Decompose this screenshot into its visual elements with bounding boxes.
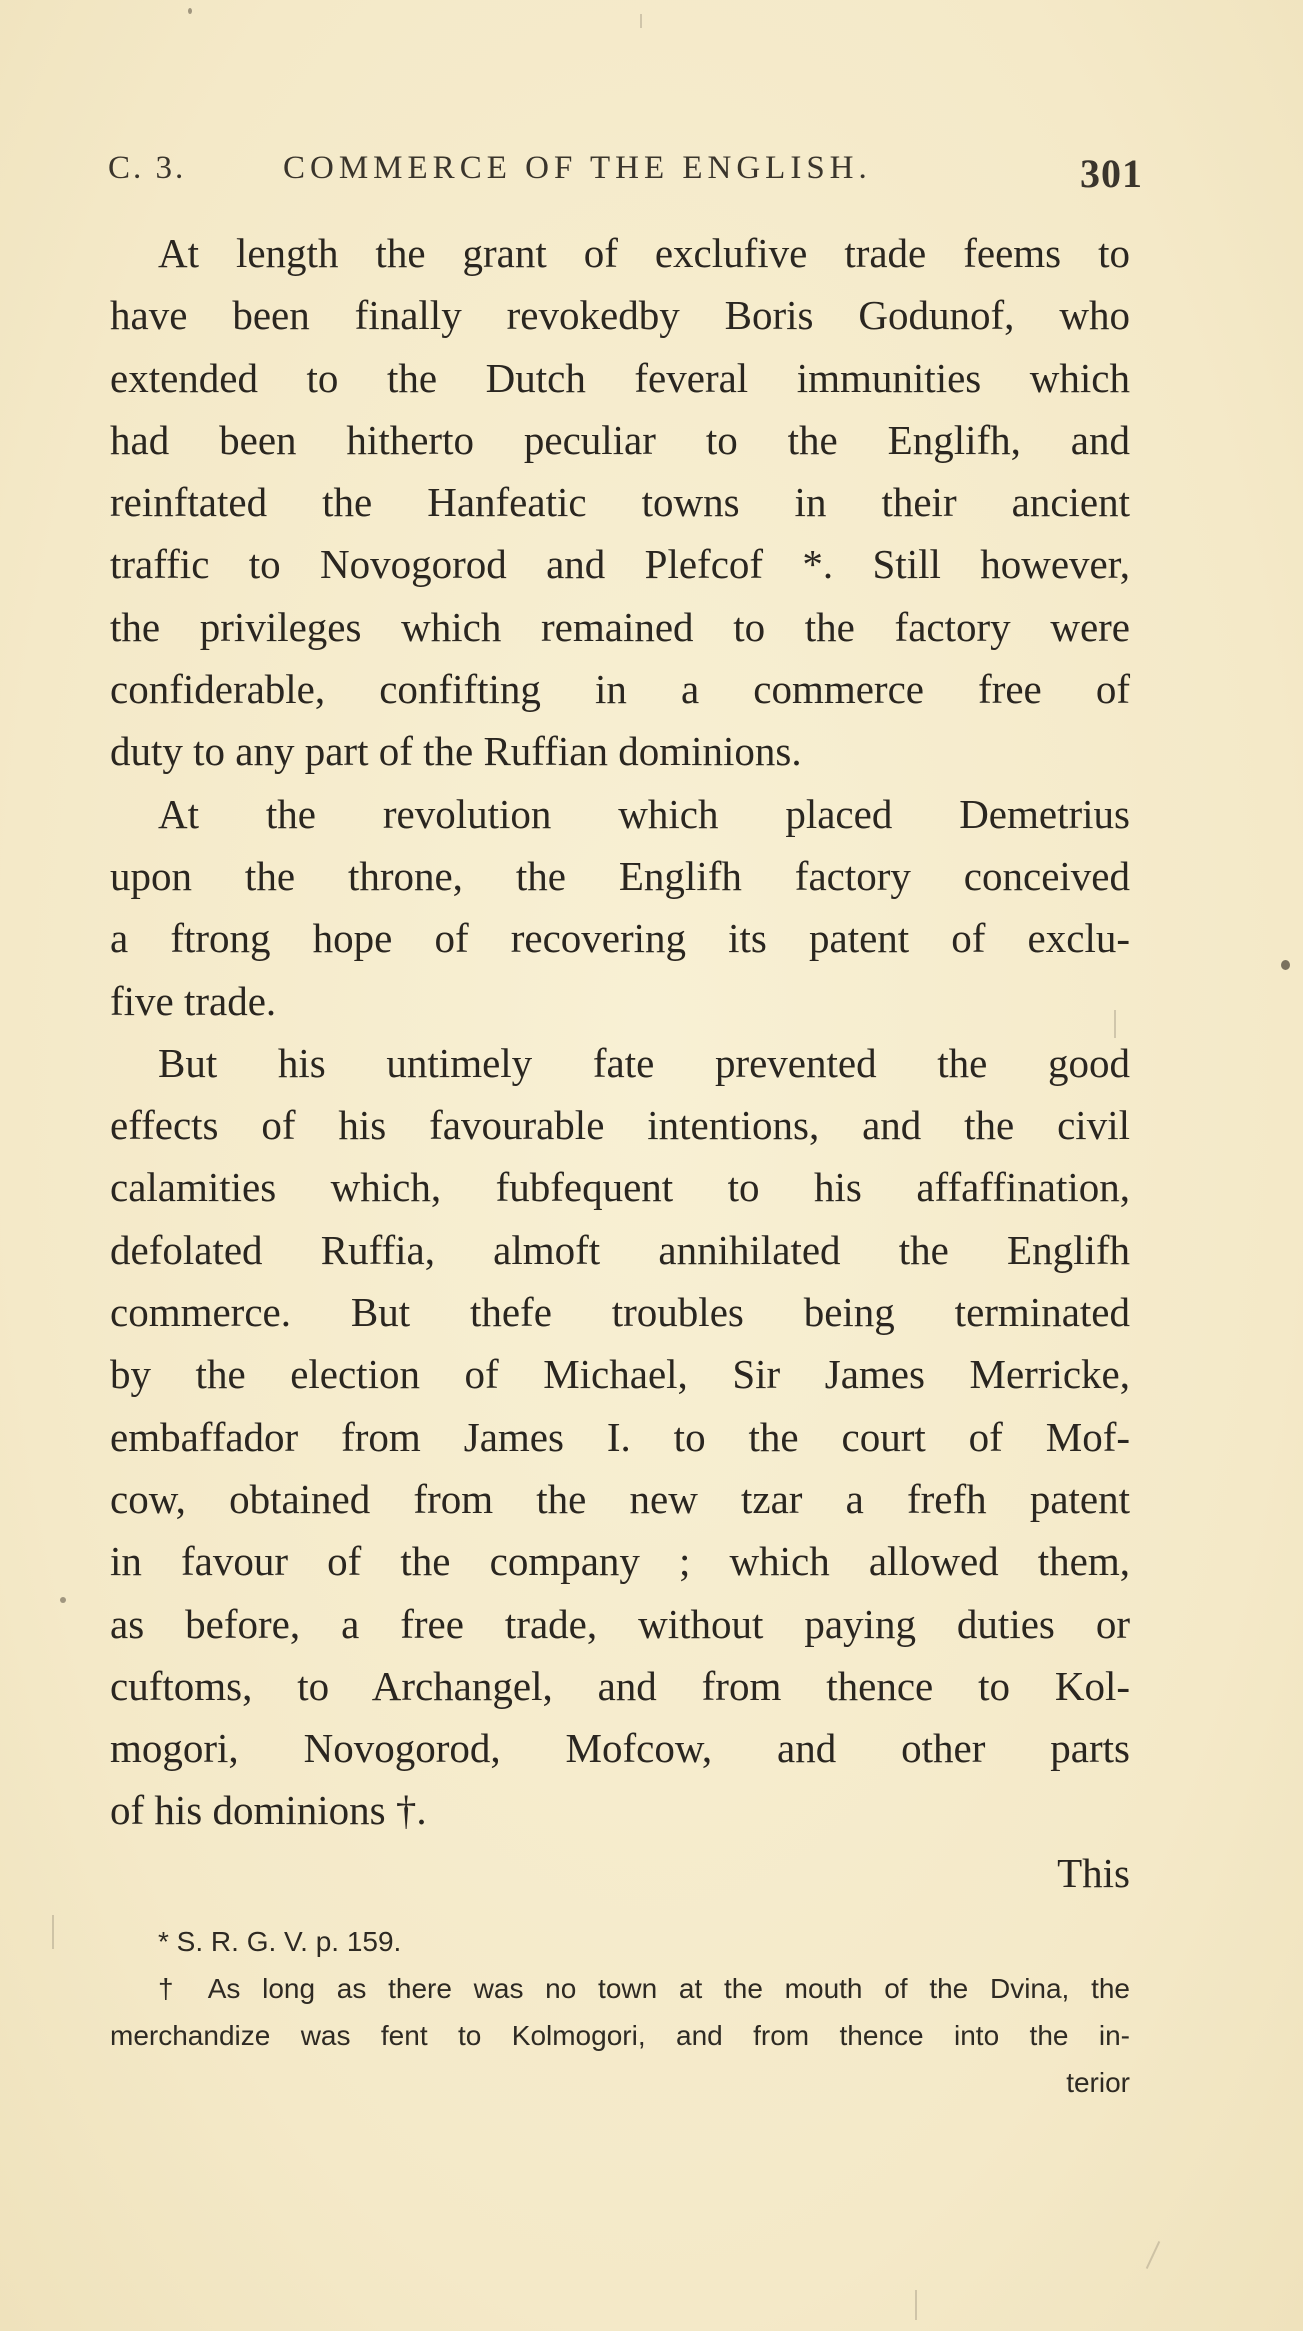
text-line: extended to the Dutch feveral immunities which [110,354,1130,401]
text-line: commerce. But thefe troubles being terminated [110,1289,1130,1336]
paper-speck [188,8,192,14]
text-line: At the revolution which placed Demetrius [158,790,1130,837]
paper-mark [640,14,642,28]
text-line: have been finally revokedby Boris Godunof, who [110,292,1130,339]
running-head [108,150,1143,200]
text-line: duty to any part of the Ruffian dominions. [110,728,802,775]
text-line: as before, a free trade, without paying duties or [110,1600,1130,1647]
footnote-line: * S. R. G. V. p. 159. [158,1926,402,1957]
text-line: upon the throne, the Englifh factory conceived [110,852,1130,899]
paper-mark [1146,2241,1160,2269]
footnote-line: merchandize was fent to Kolmogori, and from thence into the in- [110,2020,1130,2051]
paper-mark [1114,1010,1116,1038]
body-text [110,222,1130,1904]
text-line: cuftoms, to Archangel, and from thence to Kol- [110,1662,1130,1709]
text-line: in favour of the company ; which allowed them, [110,1538,1130,1585]
text-line: reinftated the Hanfeatic towns in their ancient [110,479,1130,526]
text-line: At length the grant of exclufive trade feems to [158,230,1130,276]
text-line: defolated Ruffia, almoft annihilated the Englifh [110,1226,1130,1273]
text-line: traffic to Novogorod and Plefcof *. Still however, [110,541,1130,588]
text-line: But his untimely fate prevented the good [158,1039,1130,1086]
text-line: had been hitherto peculiar to the Englifh, and [110,416,1130,463]
text-line: cow, obtained from the new tzar a frefh patent [110,1475,1130,1522]
text-line: effects of his favourable intentions, and the civil [110,1102,1130,1149]
paper-mark [915,2290,917,2320]
footnote-line: † As long as there was no town at the mouth of the Dvina, the [158,1973,1130,2004]
running-title: COMMERCE OF THE ENGLISH. [283,150,872,186]
text-line: by the election of Michael, Sir James Merricke, [110,1351,1130,1398]
text-line: calamities which, fubfequent to his affaffination, [110,1164,1130,1211]
text-line: confiderable, confifting in a commerce free of [110,666,1130,713]
text-line: the privileges which remained to the factory were [110,603,1130,650]
catchword: This [1057,1849,1130,1896]
page-number: 301 [1080,151,1143,196]
text-line: embaffador from James I. to the court of Mof- [110,1413,1130,1460]
text-line: five trade. [110,977,277,1024]
text-line: of his dominions †. [110,1787,427,1834]
footnotes [110,1918,1130,2106]
footnote-catchword: terior [1066,2067,1130,2098]
paper-speck [1281,960,1290,970]
chapter-number: C. 3. [108,150,187,186]
paper-speck [60,1597,66,1603]
paper-mark [52,1915,54,1949]
text-line: a ftrong hope of recovering its patent of exclu- [110,915,1130,962]
text-line: mogori, Novogorod, Mofcow, and other parts [110,1725,1130,1772]
